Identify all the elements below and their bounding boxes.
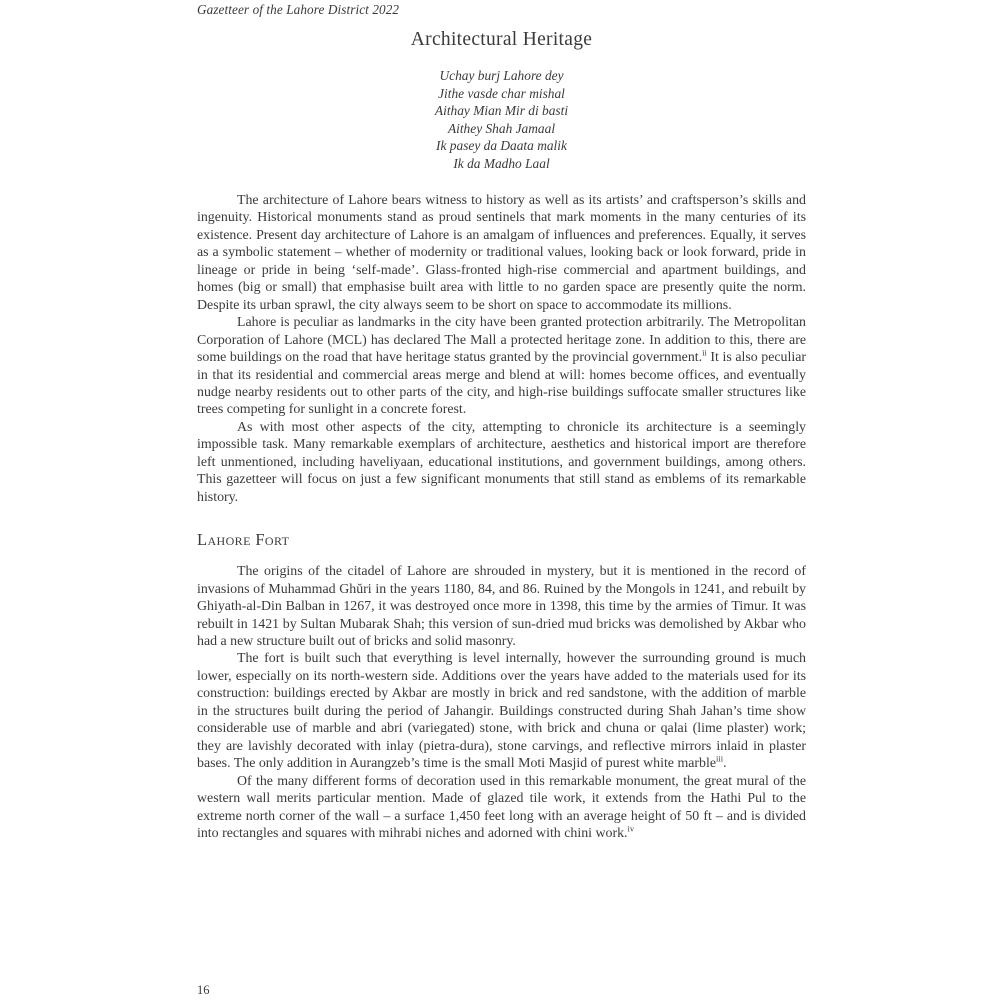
paragraph-text: The origins of the citadel of Lahore are shrouded in mystery, but it is mentioned in the record of invasions of Muhammad Ghŭri in the years 1180, 84, and 86. Ruined by the Mongols in 1241, and rebuilt by Ghiyath-al-Din Balban in 1267, it was destroyed once more in 1398, this time by the armies of Timur. It was rebuilt in 1421 by Sultan Mubarak Shah; this version of sun-dried mud bricks was demolished by Akbar who had a new structure built out of bricks and solid masonry. [197,564,806,649]
paragraph [197,650,806,772]
paragraph [197,563,806,650]
paragraph [197,314,806,419]
poem-line: Ik da Madho Laal [453,155,550,171]
document-page [197,0,806,1000]
paragraph [197,773,806,843]
paragraph [197,192,806,314]
poem-line: Uchay burj Lahore dey [439,68,564,83]
footnote-marker: iii [716,753,724,764]
paragraph-text: It is also peculiar in that its residential and commercial areas merge and blend at will: homes become offices, and eventually nudge nearby residents out to other parts of the city, and high-rise buildings suffocate smaller structures like trees competing for sunlight in a concrete forest. [197,350,806,418]
poem-line: Aithey Shah Jamaal [447,120,556,136]
article-body [197,192,806,842]
page-title: Architectural Heritage [410,29,593,50]
footnote-marker: ii [702,347,707,358]
paragraph-text: As with most other aspects of the city, attempting to chronicle its architecture is a seemingly impossible task. Many remarkable exemplars of architecture, aesthetics and historical import are therefore left unmentioned, including haveliyaan, educational institutions, and government buildings, among others. This gazetteer will focus on just a few significant monuments that still stand as emblems of its remarkable history. [197,419,806,505]
running-head: Gazetteer of the Lahore District 2022 [197,2,400,17]
poem [197,67,806,172]
poem-line: Ik pasey da Daata malik [436,138,567,153]
paragraph-text: Lahore is peculiar as landmarks in the city have been granted protection arbitrarily. The Metropolitan Corporation of Lahore (MCL) has declared The Mall a protected heritage zone. In addition to this, there are some buildings on the road that have heritage status granted by the provincial government. [197,315,806,366]
poem-line: Jithe vasde char mishal [438,85,565,101]
section-heading-lahore-fort: Lahore Fort [197,530,290,550]
paragraph [197,419,806,506]
paragraph-text: The architecture of Lahore bears witness to history as well as its artists’ and craftsperson’s skills and ingenuity. Historical monuments stand as proud sentinels that mark moments in the many centuries of its existence. Present day architecture of Lahore is an amalgam of influences and preferences. Equally, it serves as a symbolic statement – whether of modernity or traditional values, looking back or look forward, pride in lineage or pride in being ‘self-made’. Glass-fronted high-rise commercial and apartment buildings, and homes (big or small) that emphasise built area with little to no garden space are presently quite the norm. Despite its urban sprawl, the city always seem to be short on space to accommodate its millions. [197,193,806,313]
footnote-marker: iv [627,823,635,834]
paragraph-text: . [723,756,727,772]
page-number: 16 [197,983,210,997]
poem-line: Aithay Mian Mir di basti [434,103,569,118]
paragraph-text: The fort is built such that everything is level internally, however the surrounding ground is much lower, especially on its north-western side. Additions over the years have added to the materials used for its construction: buildings erected by Akbar are mostly in brick and red sandstone, with the addition of marble in the structures built during the period of Jahangir. Buildings constructed during Shah Jahan’s time show considerable use of marble and abri (variegated) stone, with brick and chuna or qalai (lime plaster) work; they are lavishly decorated with inlay (pietra-dura), stone carvings, and reflective mirrors inlaid in plaster bases. The only addition in Aurangzeb’s time is the small Moti Masjid of purest white marble [197,651,806,772]
paragraph-text: Of the many different forms of decoration used in this remarkable monument, the great mural of the western wall merits particular mention. Made of glazed tile work, it extends from the Hathi Pul to the extreme north corner of the wall – a surface 1,450 feet long with an average height of 50 ft – and is divided into rectangles and squares with mihrabi niches and adorned with chini work. [197,773,806,841]
